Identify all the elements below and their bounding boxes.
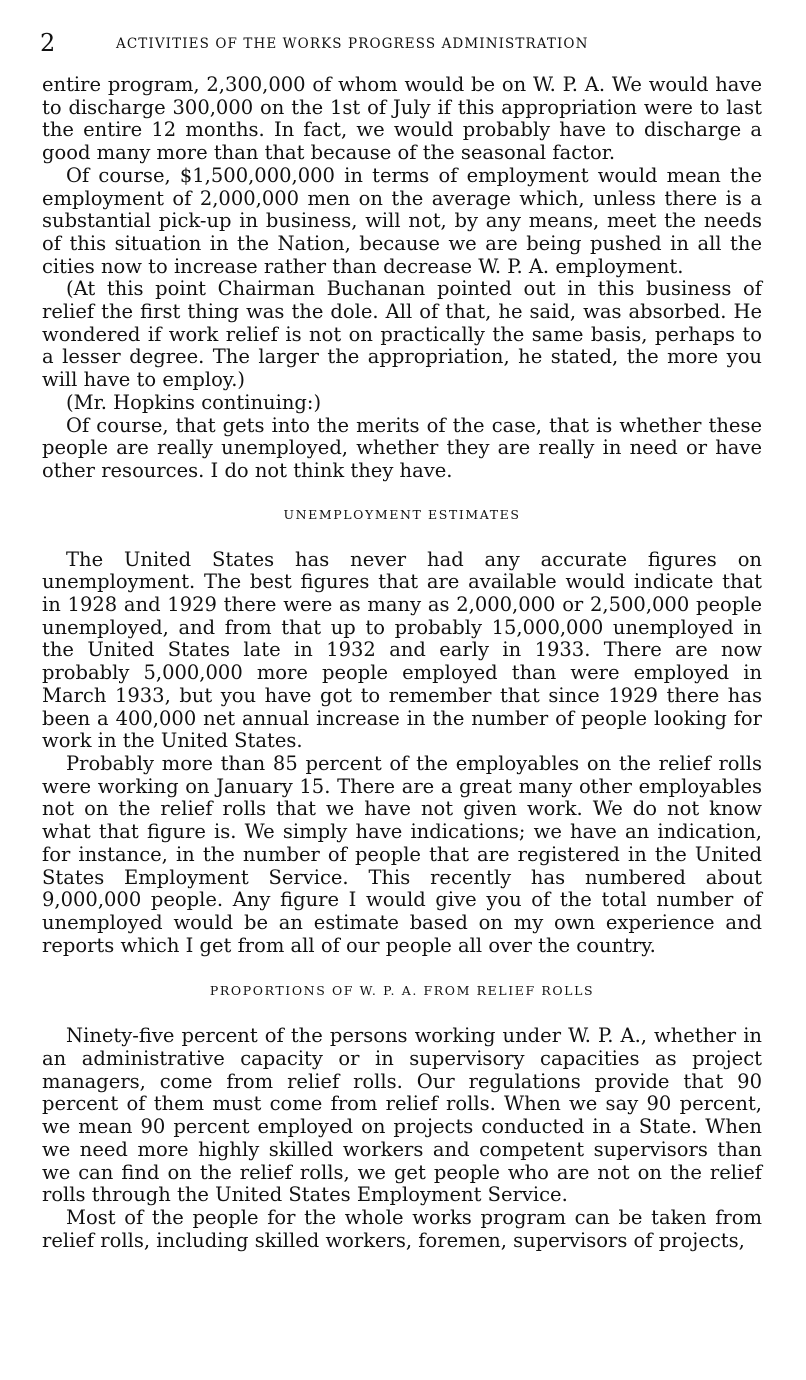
paragraph: Probably more than 85 percent of the employables on the relief rolls were working on January 15. There are a great many other employables not on the relief rolls that we have not given work. We do not know what that figure is. We simply have indications; we have an indication, for instance, in the number of people that are registered in the United States Employment Service. This recently has numbered about 9,000,000 people. Any figure I would give you of the total number of unemployed would be an estimate based on my own experience and reports which I get from all of our people all over the country. <box>42 751 762 957</box>
paragraph: The United States has never had any accurate figures on unemployment. The best figures that are available would indicate that in 1928 and 1929 there were as many as 2,000,000 or 2,500,000 people unemployed, and from that up to probably 15,000,000 unemployed in the United States late in 1932 and early in 1933. There are now probably 5,000,000 more people employed than were employed in March 1933, but you have got to remember that since 1929 there has been a 400,000 net annual increase in the number of people looking for work in the United States. <box>42 547 762 753</box>
paragraph: Of course, $1,500,000,000 in terms of employment would mean the employment of 2,000,000 men on the average which, unless there is a substantial pick-up in business, will not, by any means, meet the needs of this situation in the Nation, because we are being pushed in all the cities now to increase rather than decrease W. P. A. employment. <box>42 163 762 278</box>
body-text <box>42 74 762 1252</box>
paragraph: Ninety-five percent of the persons working under W. P. A., whether in an administrative capacity or in supervisory capacities as project managers, come from relief rolls. Our regulations provide that 90 percent of them must come from relief rolls. When we say 90 percent, we mean 90 percent employed on projects conducted in a State. When we need more highly skilled workers and competent supervisors than we can find on the relief rolls, we get people who are not on the relief rolls through the United States Employment Service. <box>42 1024 762 1207</box>
section-heading-unemployment-estimates: UNEMPLOYMENT ESTIMATES <box>283 506 521 522</box>
running-header <box>40 28 762 58</box>
paragraph: (At this point Chairman Buchanan pointed out in this business of relief the first thing was the dole. All of that, he said, was absorbed. He wondered if work relief is not on practically the same basis, perhaps to a lesser degree. The larger the appropriation, he stated, the more you will have to employ.) <box>42 277 762 392</box>
paragraph: (Mr. Hopkins continuing:) <box>66 390 322 414</box>
paragraph: Most of the people for the whole works program can be taken from relief rolls, including skilled workers, foremen, supervisors of projects, <box>42 1205 762 1252</box>
running-title: ACTIVITIES OF THE WORKS PROGRESS ADMINISTRATION <box>116 36 589 52</box>
section-heading-proportions: PROPORTIONS OF W. P. A. FROM RELIEF ROLLS <box>209 983 595 999</box>
page-number: 2 <box>40 29 56 57</box>
paragraph-continuation: entire program, 2,300,000 of whom would be on W. P. A. We would have to discharge 300,000 on the 1st of July if this appropriation were to last the entire 12 months. In fact, we would probably have to discharge a good many more than that because of the seasonal factor. <box>42 73 762 165</box>
paragraph: Of course, that gets into the merits of the case, that is whether these people are really unemployed, whether they are really in need or have other resources. I do not think they have. <box>42 413 762 482</box>
